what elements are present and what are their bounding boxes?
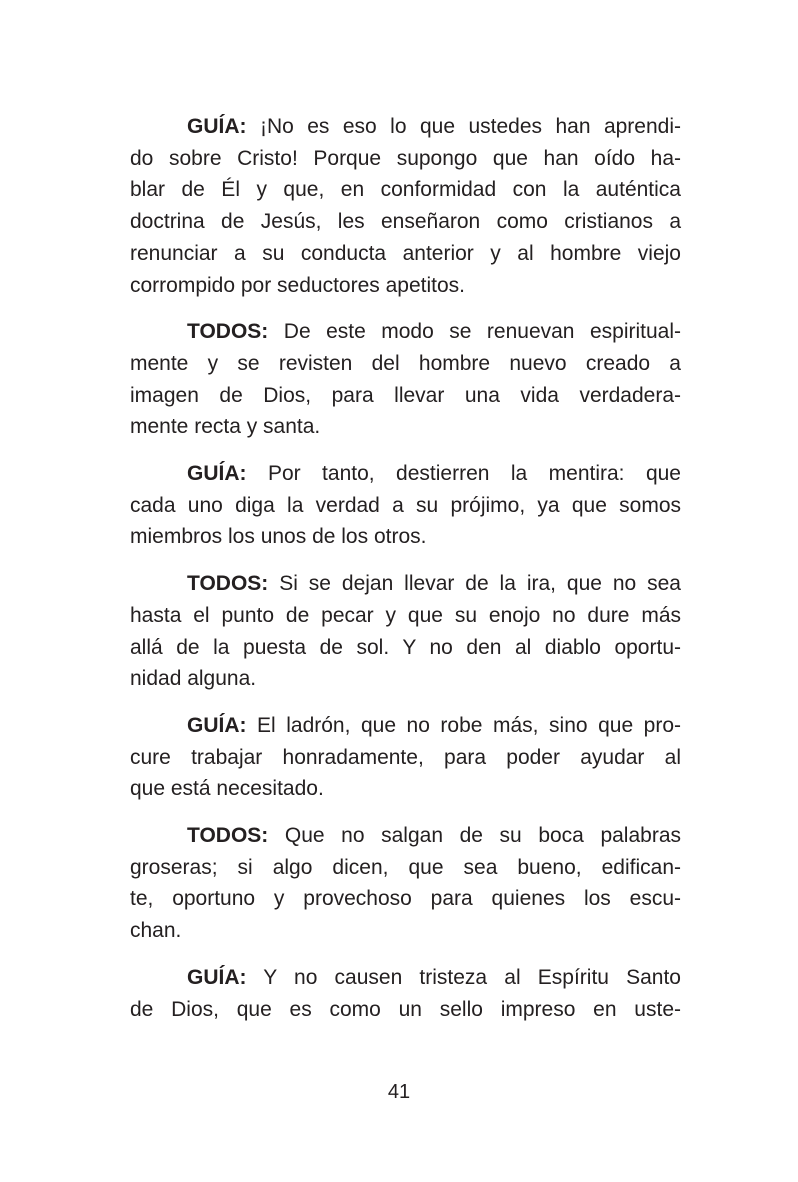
text-line: TODOS: Que no salgan de su boca palabras <box>187 824 681 848</box>
dialogue-paragraph <box>130 962 681 1025</box>
speaker-label: TODOS: <box>187 320 269 344</box>
text-line: imagen de Dios, para llevar una vida verdadera- <box>130 383 681 407</box>
text-line: doctrina de Jesús, les enseñaron como cristianos a <box>130 210 681 234</box>
speaker-label: GUÍA: <box>187 115 247 138</box>
text-line: TODOS: Si se dejan llevar de la ira, que no sea <box>187 572 681 596</box>
text-line: que está necesitado. <box>130 777 324 801</box>
text-line: miembros los unos de los otros. <box>130 525 427 549</box>
text-line: groseras; si algo dicen, que sea bueno, edifican- <box>130 855 681 879</box>
text-line: blar de Él y que, en conformidad con la auténtica <box>130 178 681 202</box>
dialogue-paragraph <box>130 568 681 695</box>
dialogue-paragraph <box>130 820 681 947</box>
text-line: renunciar a su conducta anterior y al hombre viejo <box>130 241 681 265</box>
text-line: TODOS: De este modo se renuevan espiritual- <box>187 320 681 344</box>
text-line: GUÍA: El ladrón, que no robe más, sino que pro- <box>187 713 681 737</box>
dialogue-paragraph <box>130 316 681 443</box>
text-line: hasta el punto de pecar y que su enojo no dure más <box>130 603 681 627</box>
dialogue-text-block <box>130 111 681 1040</box>
text-line: allá de la puesta de sol. Y no den al diablo oportu- <box>130 635 681 659</box>
speaker-label: GUÍA: <box>187 965 247 989</box>
text-line: nidad alguna. <box>130 667 257 691</box>
text-line: GUÍA: Por tanto, destierren la mentira: que <box>187 462 681 486</box>
dialogue-paragraph <box>130 458 681 553</box>
text-line: corrompido por seductores apetitos. <box>130 273 466 297</box>
text-line: mente recta y santa. <box>130 415 321 439</box>
text-line: GUÍA: ¡No es eso lo que ustedes han aprendi- <box>187 115 681 138</box>
text-line: cure trabajar honradamente, para poder ayudar al <box>130 745 681 769</box>
text-line: cada uno diga la verdad a su prójimo, ya que somos <box>130 493 681 517</box>
text-line: te, oportuno y provechoso para quienes los escu- <box>130 887 681 911</box>
speaker-label: TODOS: <box>187 824 269 848</box>
text-line: de Dios, que es como un sello impreso en uste- <box>130 997 681 1021</box>
speaker-label: GUÍA: <box>187 713 247 737</box>
page-number: 41 <box>387 1081 411 1103</box>
dialogue-paragraph <box>130 710 681 805</box>
text-line: chan. <box>130 919 182 943</box>
speaker-label: GUÍA: <box>187 462 247 486</box>
speaker-label: TODOS: <box>187 572 269 596</box>
text-line: GUÍA: Y no causen tristeza al Espíritu Santo <box>187 965 681 989</box>
dialogue-paragraph <box>130 111 681 301</box>
text-line: do sobre Cristo! Porque supongo que han oído ha- <box>130 146 681 170</box>
text-line: mente y se revisten del hombre nuevo creado a <box>130 351 681 375</box>
